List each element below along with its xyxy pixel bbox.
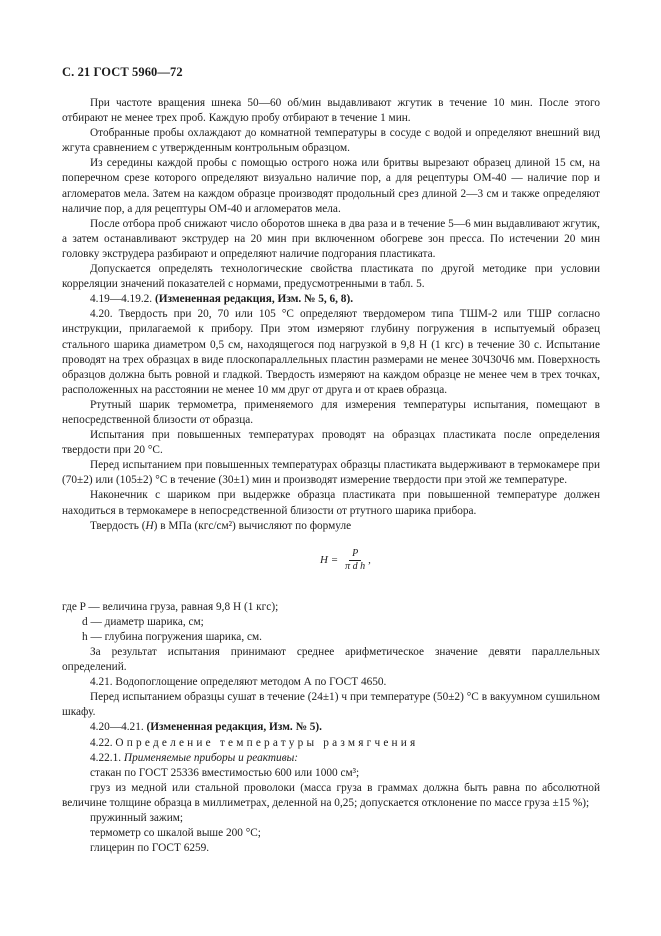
paragraph: Перед испытанием при повышенных температурах образцы пластиката выдерживают в термокамере при (70±2) или (105±2) °С в течение (30±1) мин и производят измерение твердости при этой же температуре. <box>62 459 600 487</box>
formula-legend-item: где P — величина груза, равная 9,8 Н (1 кгс); <box>62 600 279 613</box>
formula-intro <box>62 519 600 534</box>
paragraph: Ртутный шарик термометра, применяемого для измерения температуры испытания, помещают в непосредственной близости от образца. <box>62 398 600 426</box>
formula-variable: Н <box>145 519 154 532</box>
formula-fraction <box>342 548 368 573</box>
list-item: пружинный зажим; <box>90 812 184 825</box>
paragraph: Перед испытанием образцы сушат в течение (24±1) ч при температуре (50±2) °С в вакуумном сушильном шкафу. <box>62 691 600 719</box>
formula-intro-text: ) в МПа (кгс/см²) вычисляют по формуле <box>153 519 352 532</box>
document-body <box>62 96 600 856</box>
subsection-title: Применяемые приборы и реактивы: <box>123 751 299 764</box>
section-number: 4.22.1. <box>90 751 122 764</box>
paragraph: Испытания при повышенных температурах проводят на образцах пластиката после определения твердости при 20 °С. <box>62 429 600 457</box>
formula-intro-text: Твердость ( <box>90 519 146 532</box>
page-header: С. 21 ГОСТ 5960—72 <box>62 65 183 79</box>
amendment-label: (Измененная редакция, Изм. № 5). <box>146 721 322 734</box>
amendment-label: (Измененная редакция, Изм. № 5, 6, 8). <box>154 293 354 306</box>
section-number: 4.22. <box>90 736 113 749</box>
subsection-heading <box>62 751 600 766</box>
amendment-note <box>62 720 600 735</box>
formula-numerator: P <box>349 548 361 561</box>
paragraph: Отобранные пробы охлаждают до комнатной температуры в сосуде с водой и определяют внешний вид жгута сравнением с утвержденным контрольным образцом. <box>62 127 600 155</box>
formula-lhs: H = <box>320 553 339 566</box>
paragraph: Допускается определять технологические свойства пластиката по другой методике при условии корреляции значений показателей с нормами, предусмотренными в табл. 5. <box>62 263 600 291</box>
paragraph: Из середины каждой пробы с помощью острого ножа или бритвы вырезают образец длиной 15 см, на поперечном срезе которого определяют визуально наличие пор, а для рецептуры ОМ-40 — наличие пор и агломератов мела. Затем на каждом образце производят продольный срез длиной 2—3 см и также определяют наличие пор, а для рецептуры ОМ-40 и агломератов мела. <box>62 157 600 215</box>
paragraph: Наконечник с шариком при выдержке образца пластиката при повышенной температуре должен находиться в термокамере в непосредственной близости от ртутного шарика прибора. <box>62 489 600 517</box>
paragraph: 4.20. Твердость при 20, 70 или 105 °С определяют твердомером типа ТШМ-2 или ТШР согласно инструкции, прилагаемой к прибору. При этом измеряют глубину погружения в испытуемый образец стального шарика диаметром 0,5 см, находящегося под нагрузкой в 9,8 Н (1 кгс) в течение 30 с. Испытание проводят на трех образцах в виде плоскопараллельных пластин размерами не менее 30Ч30Ч6 мм. Поверхность образцов должна быть ровной и гладкой. Твердость измеряют на каждом образце не менее чем в трех точках, расположенных на расстоянии не менее 10 мм друг от друга и от краев образца. <box>62 308 600 396</box>
list-item: термометр со шкалой выше 200 °С; <box>90 827 261 840</box>
list-item: груз из медной или стальной проволоки (масса груза в граммах должна быть равна по абсолютной величине толщине образца в миллиметрах, деленной на 0,25; допускается отклонение по массе груза ±15 %); <box>62 781 600 809</box>
section-number: 4.20—4.21. <box>90 721 144 734</box>
hardness-formula <box>62 546 600 582</box>
formula-denominator: π d h <box>345 560 366 572</box>
formula-end: , <box>368 553 371 566</box>
section-heading <box>62 736 600 751</box>
paragraph: После отбора проб снижают число оборотов шнека в два раза и в течение 5—6 мин выдавливают жгутик, а затем останавливают экструдер на 20 мин при включенном обогреве зон пресса. По истечении 20 мин головку экструдера разбирают и определяют наличие подгорания пластиката. <box>62 217 600 260</box>
formula-legend-item: d — диаметр шарика, см; <box>82 615 204 628</box>
list-item: стакан по ГОСТ 25336 вместимостью 600 или 1000 см³; <box>90 766 360 779</box>
list-item: глицерин по ГОСТ 6259. <box>90 842 210 855</box>
amendment-note <box>62 292 600 307</box>
section-title: Определение температуры размягчения <box>115 736 419 749</box>
paragraph: 4.21. Водопоглощение определяют методом А по ГОСТ 4650. <box>90 676 387 689</box>
paragraph: За результат испытания принимают среднее арифметическое значение девяти параллельных определений. <box>62 646 600 674</box>
section-number: 4.19—4.19.2. <box>90 293 153 306</box>
formula-legend-item: h — глубина погружения шарика, см. <box>82 630 262 643</box>
paragraph: При частоте вращения шнека 50—60 об/мин выдавливают жгутик в течение 10 мин. После этого отбирают не менее трех проб. Каждую пробу отбирают в течение 1 мин. <box>62 97 600 125</box>
